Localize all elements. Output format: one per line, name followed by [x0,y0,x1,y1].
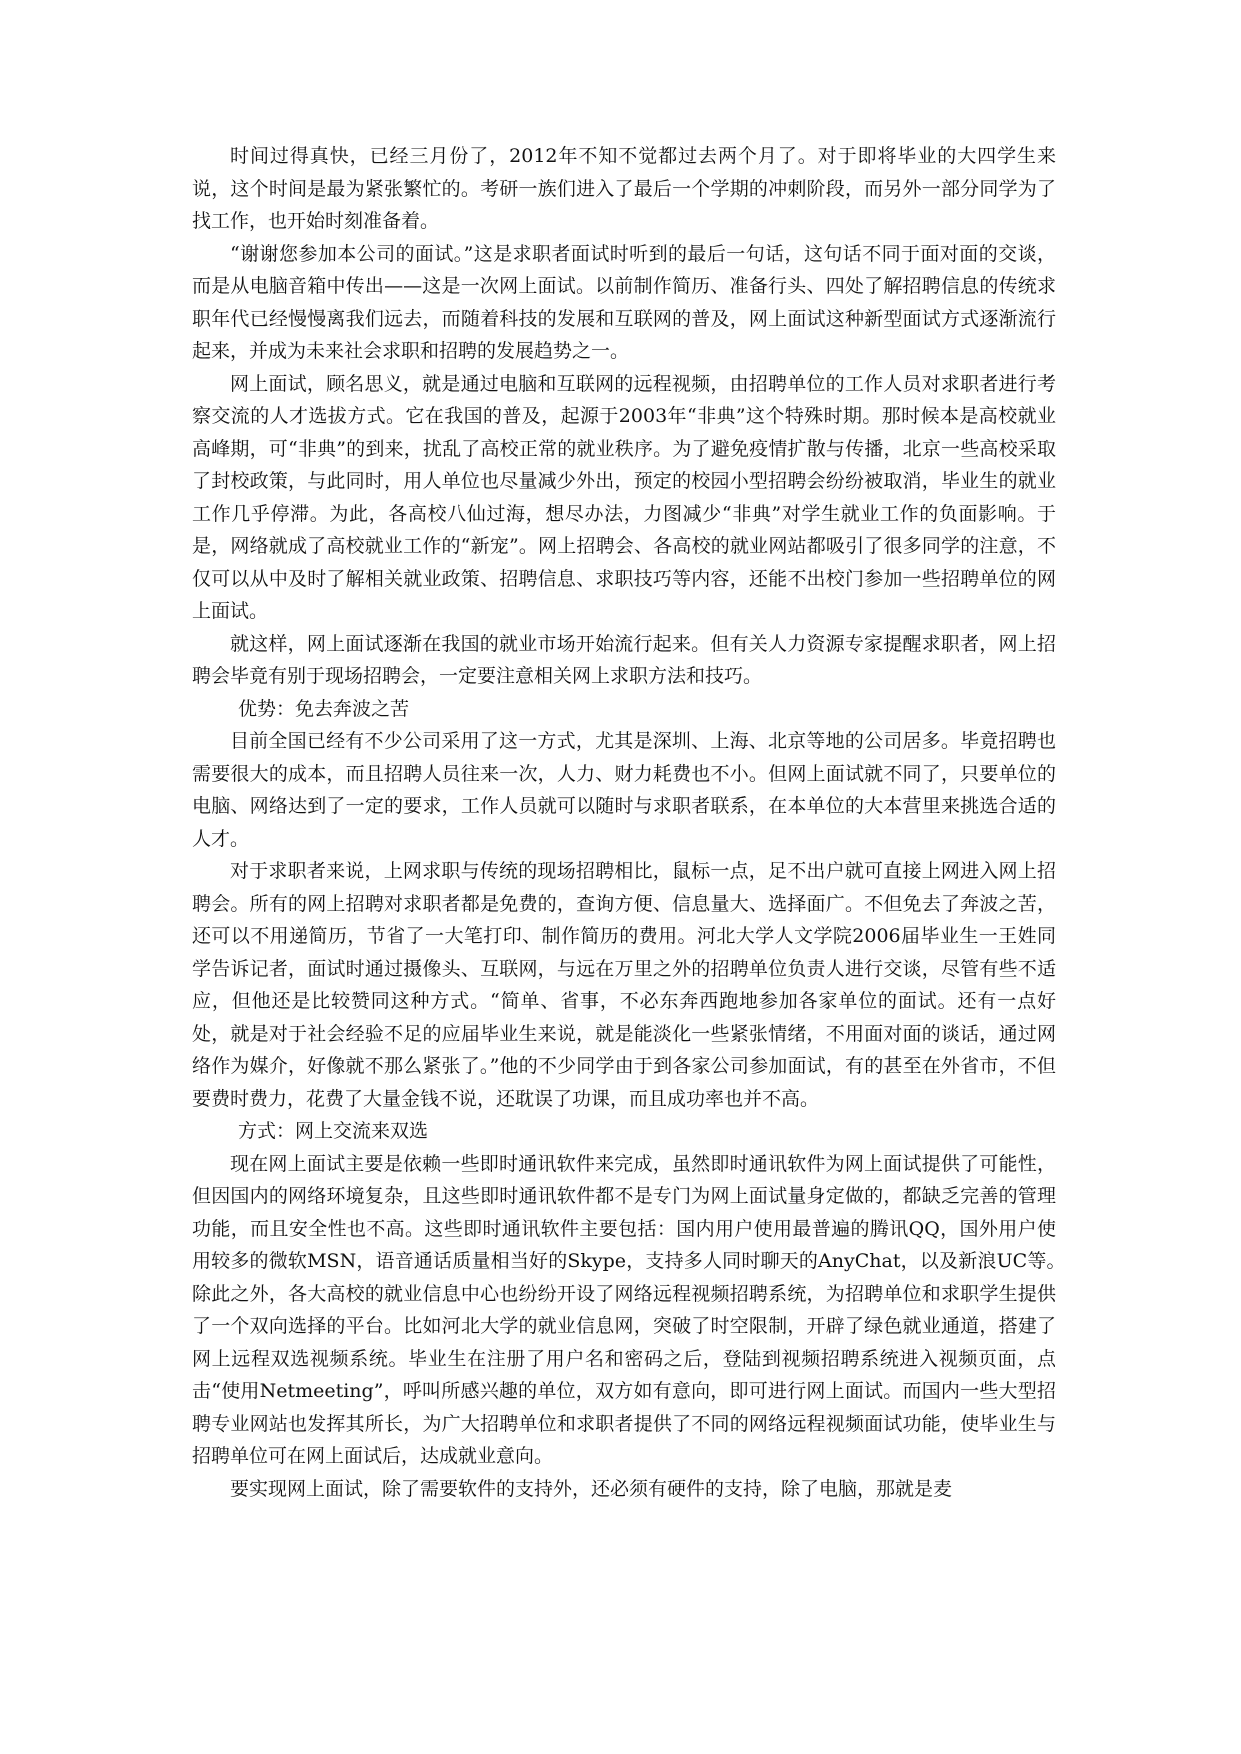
document-page [192,140,1095,1505]
paragraph-hardware: 要实现网上面试，除了需要软件的支持外，还必须有硬件的支持，除了电脑，那就是麦 [230,1477,953,1500]
paragraph-companies: 目前全国已经有不少公司采用了这一方式，尤其是深圳、上海、北京等地的公司居多。毕竟招聘也需要很大的成本，而且招聘人员往来一次，人力、财力耗费也不小。但网上面试就不同了，只要单位的电脑、网络达到了一定的要求，工作人员就可以随时与求职者联系，在本单位的大本营里来挑选合适的人才。 [192,730,1056,850]
section-heading-advantage: 优势：免去奔波之苦 [238,697,410,720]
paragraph-definition: 网上面试，顾名思义，就是通过电脑和互联网的远程视频，由招聘单位的工作人员对求职者进行考察交流的人才选拔方式。它在我国的普及，起源于2003年“非典”这个特殊时期。那时候本是高校就业高峰期，可“非典”的到来，扰乱了高校正常的就业秩序。为了避免疫情扩散与传播，北京一些高校采取了封校政策，与此同时，用人单位也尽量减少外出，预定的校园小型招聘会纷纷被取消，毕业生的就业工作几乎停滞。为此，各高校八仙过海，想尽办法，力图减少“非典”对学生就业工作的负面影响。于是，网络就成了高校就业工作的“新宠”。网上招聘会、各高校的就业网站都吸引了很多同学的注意，不仅可以从中及时了解相关就业政策、招聘信息、求职技巧等内容，还能不出校门参加一些招聘单位的网上面试。 [192,372,1056,622]
paragraph-intro: 时间过得真快，已经三月份了，2012年不知不觉都过去两个月了。对于即将毕业的大四学生来说，这个时间是最为紧张繁忙的。考研一族们进入了最后一个学期的冲刺阶段，而另外一部分同学为了找工作，也开始时刻准备着。 [192,145,1056,232]
paragraph-software: 现在网上面试主要是依赖一些即时通讯软件来完成，虽然即时通讯软件为网上面试提供了可能性，但因国内的网络环境复杂，且这些即时通讯软件都不是专门为网上面试量身定做的，都缺乏完善的管理功能，而且安全性也不高。这些即时通讯软件主要包括：国内用户使用最普遍的腾讯QQ，国外用户使用较多的微软MSN，语音通话质量相当好的Skype，支持多人同时聊天的AnyChat，以及新浪UC等。 除此之外，各大高校的就业信息中心也纷纷开设了网络远程视频招聘系统，为招聘单位和求职学生提供了一个双向选择的平台。比如河北大学的就业信息网，突破了时空限制，开辟了绿色就业通道，搭建了网上远程双选视频系统。毕业生在注册了用户名和密码之后，登陆到视频招聘系统进入视频页面，点击“使用Netmeeting”，呼叫所感兴趣的单位，双方如有意向，即可进行网上面试。而国内一些大型招聘专业网站也发挥其所长，为广大招聘单位和求职者提供了不同的网络远程视频面试功能，使毕业生与招聘单位可在网上面试后，达成就业意向。 [192,1152,1095,1467]
paragraph-job-seekers: 对于求职者来说，上网求职与传统的现场招聘相比，鼠标一点，足不出户就可直接上网进入网上招聘会。所有的网上招聘对求职者都是免费的，查询方便、信息量大、选择面广。不但免去了奔波之苦，还可以不用递简历，节省了一大笔打印、制作简历的费用。河北大学人文学院2006届毕业生一王姓同学告诉记者，面试时通过摄像头、互联网，与远在万里之外的招聘单位负责人进行交谈，尽管有些不适应，但他还是比较赞同这种方式。“简单、省事，不必东奔西跑地参加各家单位的面试。还有一点好处，就是对于社会经验不足的应届毕业生来说，就是能淡化一些紧张情绪，不用面对面的谈话，通过网络作为媒介，好像就不那么紧张了。”他的不少同学由于到各家公司参加面试，有的甚至在外省市，不但要费时费力，花费了大量金钱不说，还耽误了功课，而且成功率也并不高。 [192,860,1056,1110]
section-heading-method: 方式：网上交流来双选 [238,1120,429,1142]
paragraph-quote: “谢谢您参加本公司的面试。”这是求职者面试时听到的最后一句话，这句话不同于面对面的交谈，而是从电脑音箱中传出——这是一次网上面试。以前制作简历、准备行头、四处了解招聘信息的传统求职年代已经慢慢离我们远去，而随着科技的发展和互联网的普及，网上面试这种新型面试方式逐渐流行起来，并成为未来社会求职和招聘的发展趋势之一。 [192,242,1056,362]
paragraph-trend: 就这样，网上面试逐渐在我国的就业市场开始流行起来。但有关人力资源专家提醒求职者，网上招聘会毕竟有别于现场招聘会，一定要注意相关网上求职方法和技巧。 [192,632,1056,687]
